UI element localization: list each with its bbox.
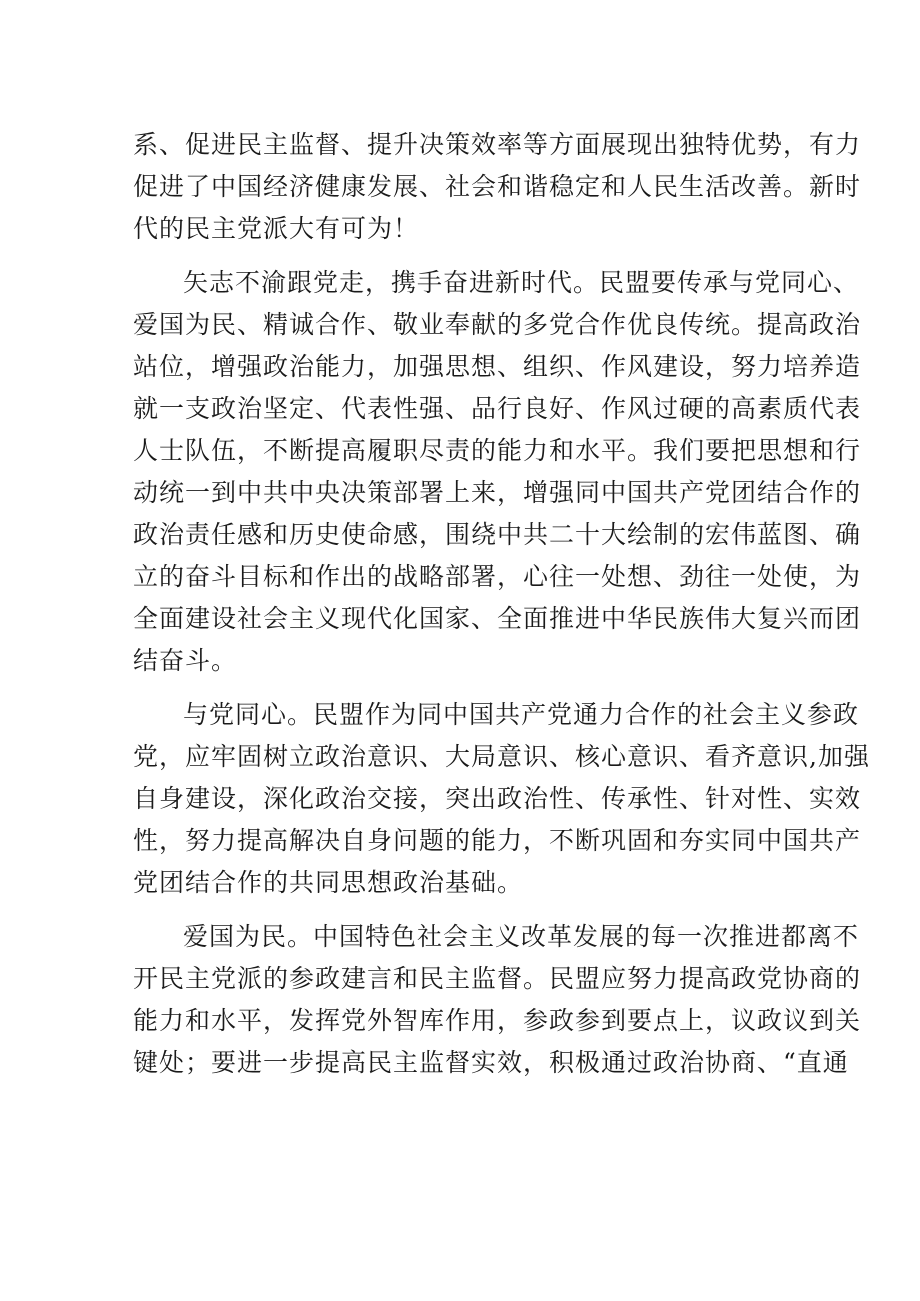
- text-line: 系、促进民主监督、提升决策效率等方面展现出独特优势，有力: [133, 130, 862, 159]
- text-line: 结奋斗。: [133, 646, 238, 675]
- text-line: 代的民主党派大有可为！: [133, 214, 420, 243]
- text-line: 立的奋斗目标和作出的战略部署，心往一处想、劲往一处使，为: [133, 562, 862, 591]
- text-line: 能力和水平，发挥党外智库作用，参政参到要点上，议政议到关: [133, 1006, 862, 1035]
- text-line: 键处；要进一步提高民主监督实效，积极通过政治协商、“直通: [133, 1048, 849, 1077]
- text-line: 党团结合作的共同思想政治基础。: [133, 868, 524, 897]
- paragraph-1: [133, 124, 862, 250]
- text-line: 促进了中国经济健康发展、社会和谐稳定和人民生活改善。新时: [133, 172, 862, 201]
- text-line: 政治责任感和历史使命感，围绕中共二十大绘制的宏伟蓝图、确: [133, 520, 862, 549]
- text-line: 矢志不渝跟党走，携手奋进新时代。民盟要传承与党同心、: [183, 268, 860, 297]
- text-line: 全面建设社会主义现代化国家、全面推进中华民族伟大复兴而团: [133, 604, 862, 633]
- text-line: 自身建设，深化政治交接，突出政治性、传承性、针对性、实效: [133, 784, 862, 813]
- text-line: 与党同心。民盟作为同中国共产党通力合作的社会主义参政: [183, 700, 860, 729]
- text-line: 性，努力提高解决自身问题的能力，不断巩固和夯实同中国共产: [133, 826, 862, 855]
- paragraph-4: [133, 916, 862, 1084]
- text-line: 爱国为民。中国特色社会主义改革发展的每一次推进都离不: [183, 922, 860, 951]
- paragraph-3: [133, 694, 870, 904]
- text-line: 人士队伍，不断提高履职尽责的能力和水平。我们要把思想和行: [133, 436, 862, 465]
- text-line: 开民主党派的参政建言和民主监督。民盟应努力提高政党协商的: [133, 964, 862, 993]
- paragraph-2: [133, 262, 862, 682]
- text-line: 动统一到中共中央决策部署上来，增强同中国共产党团结合作的: [133, 478, 862, 507]
- text-line: 党，应牢固树立政治意识、大局意识、核心意识、看齐意识,加强: [133, 742, 870, 771]
- text-line: 就一支政治坚定、代表性强、品行良好、作风过硬的高素质代表: [133, 394, 862, 423]
- document-body: [133, 124, 870, 1084]
- text-line: 站位，增强政治能力，加强思想、组织、作风建设，努力培养造: [133, 352, 862, 381]
- text-line: 爱国为民、精诚合作、敬业奉献的多党合作优良传统。提高政治: [133, 310, 862, 339]
